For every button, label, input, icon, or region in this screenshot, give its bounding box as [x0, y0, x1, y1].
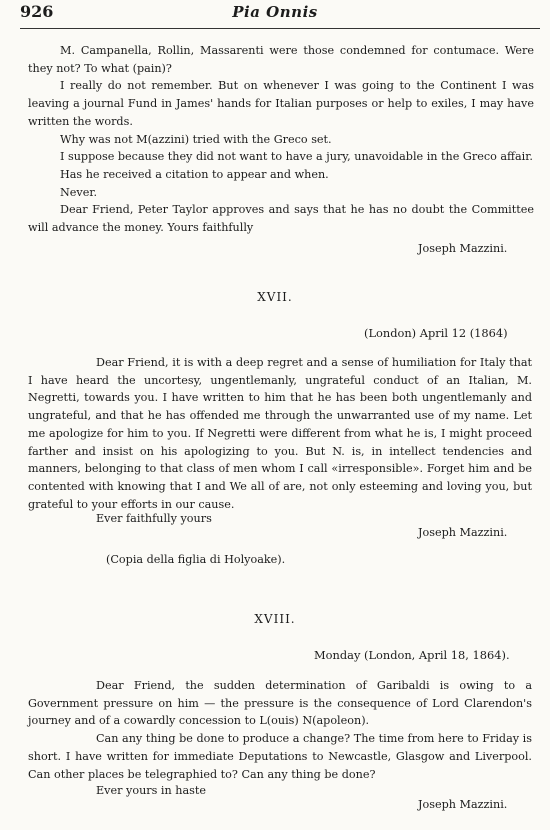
paragraph: Can any thing be done to produce a change? The time from here to Friday is short. I have written for immediate Deputations to Newcastle, Glasgow and Liverpool. Can other places be telegraphied to? Can any thing be done?	[28, 732, 532, 781]
paragraph: M. Campanella, Rollin, Massarenti were those condemned for contumace. Were they not? To what (pain)?	[28, 44, 534, 75]
paragraph: I really do not remember. But on whenever I was going to the Continent I was leaving a journal Fund in James' hands for Italian purposes or help to exiles, I may have written the words.	[28, 79, 534, 128]
closing: Ever yours in haste	[96, 784, 206, 797]
page-header	[0, 0, 550, 34]
page-number: 926	[20, 2, 54, 21]
letter-number: XVIII.	[254, 612, 296, 626]
paragraph: Dear Friend, the sudden determination of Garibaldi is owing to a Government pressure on him — the pressure is the consequence of Lord Clarendon's journey and of a cowardly concession to L(ouis) N(apoleon).	[28, 679, 532, 728]
letter-date: Monday (London, April 18, 1864).	[314, 648, 510, 662]
running-title: Pia Onnis	[232, 3, 318, 21]
paragraph: Never.	[60, 185, 98, 199]
letter-body	[28, 677, 532, 783]
letter-date: (London) April 12 (1864)	[364, 326, 508, 340]
signature: Joseph Mazzini.	[418, 526, 508, 539]
letter-body	[28, 354, 532, 513]
paragraph: Dear Friend, Peter Taylor approves and says that he has no doubt the Committee will advance the money. Yours faithfully	[28, 203, 534, 235]
paragraph: Dear Friend, it is with a deep regret and a sense of humiliation for Italy that I have heard the uncortesy, ungentlemanly, ungrateful conduct of an Italian, M. Negretti, towards you. I have written to him that he has been both ungentlemanly and ungrateful, and that he has offended me through the unwarranted use of my name. Let me apologize for him to you. If Negretti were different from what he is, I might proceed farther and insist on his apologizing to you. But N. is, in intellect tendencies and manners, belonging to that class of men whom I call «irresponsible». Forget him and be contented with knowing that I and We all of are, not only esteeming and loving you, but grateful to your efforts in our cause.	[28, 356, 532, 511]
letter-number: XVII.	[257, 290, 293, 304]
signature: Joseph Mazzini.	[418, 242, 508, 255]
header-rule	[20, 28, 540, 29]
paragraph: Why was not M(azzini) tried with the Greco set.	[60, 132, 332, 146]
copy-note: (Copia della figlia di Holyoake).	[106, 553, 286, 566]
closing: Ever faithfully yours	[96, 512, 212, 525]
paragraph: I suppose because they did not want to have a jury, unavoidable in the Greco affair.	[60, 150, 533, 164]
signature: Joseph Mazzini.	[418, 798, 508, 811]
letter-continuation	[28, 42, 534, 237]
paragraph: Has he received a citation to appear and when.	[60, 167, 329, 181]
